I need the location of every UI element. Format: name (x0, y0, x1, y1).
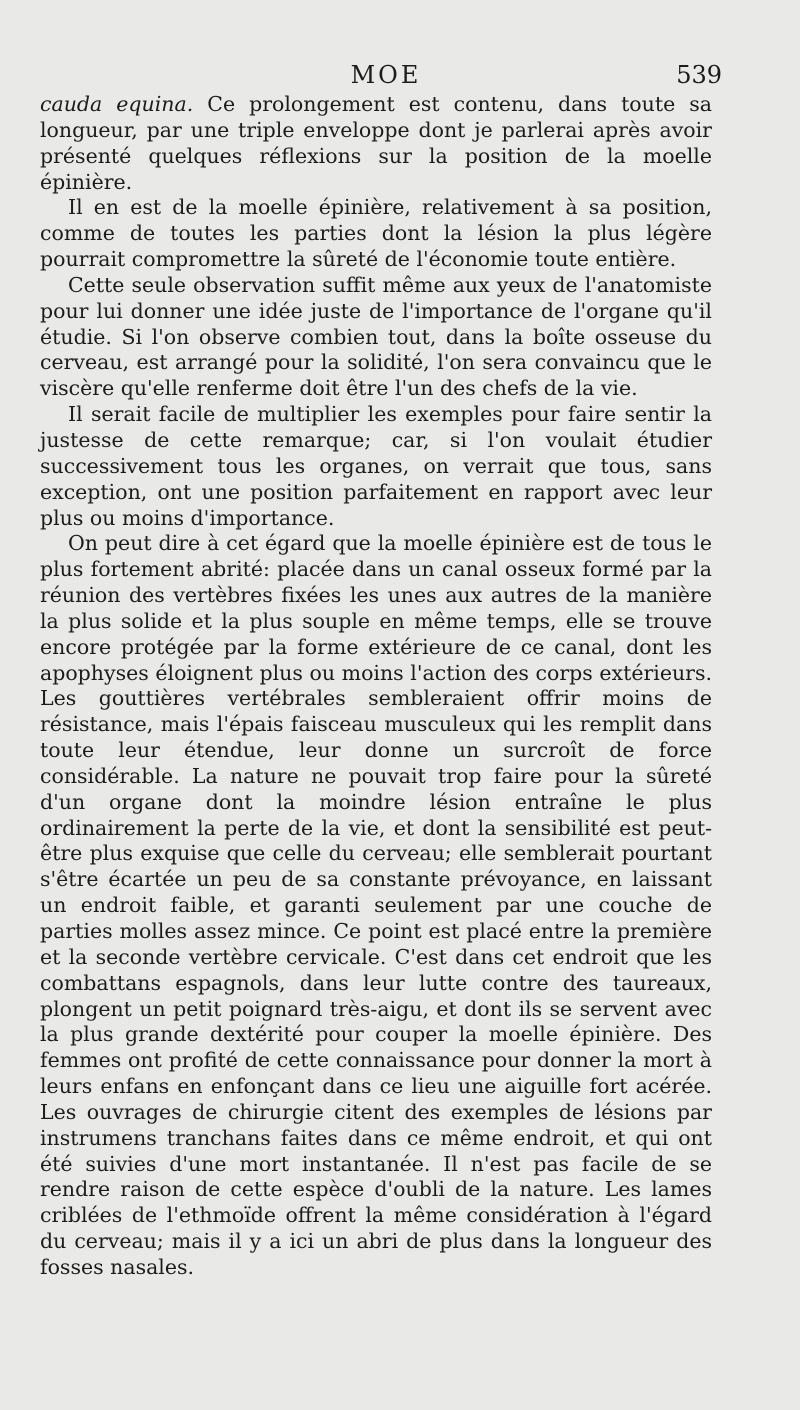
paragraph-3: Cette seule observation suffit même aux yeux de l'anatomiste pour lui donner une idée juste de l'importance de l'organe qu'il étudie. Si l'on observe combien tout, dans la boîte osseuse du cerveau, est arrangé pour la solidité, l'on sera convaincu que le viscère qu'elle renferme doit être l'un des chefs de la vie. (40, 272, 712, 401)
paragraph-5: On peut dire à cet égard que la moelle épinière est de tous le plus fortement abrité: placée dans un canal osseux formé par la réunion des vertèbres fixées les unes aux autres de la manière la plus solide et la plus souple en même temps, elle se trouve encore protégée par la forme extérieure de ce canal, dont les apophyses éloignent plus ou moins l'action des corps extérieurs. Les gouttières vertébrales sembleraient offrir moins de résistance, mais l'épais faisceau musculeux qui les remplit dans toute leur étendue, leur donne un surcroît de force considérable. La nature ne pouvait trop faire pour la sûreté d'un organe dont la moindre lésion entraîne le plus ordinairement la perte de la vie, et dont la sensibilité est peut-être plus exquise que celle du cerveau; elle semblerait pourtant s'être écartée un peu de sa constante prévoyance, en laissant un endroit faible, et garanti seulement par une couche de parties molles assez mince. Ce point est placé entre la première et la seconde vertèbre cervicale. C'est dans cet endroit que les combattans espagnols, dans leur lutte contre des taureaux, plongent un petit poignard très-aigu, et dont ils se servent avec la plus grande dextérité pour couper la moelle épinière. Des femmes ont profité de cette connaissance pour donner la mort à leurs enfans en enfonçant dans ce lieu une aiguille fort acérée. Les ouvrages de chirurgie citent des exemples de lésions par instrumens tranchans faites dans ce même endroit, et qui ont été suivies d'une mort instantanée. Il n'est pas facile de se rendre raison de cette espèce d'oubli de la nature. Les lames criblées de l'ethmoïde offrent la même considération à l'égard du cerveau; mais il y a ici un abri de plus dans la longueur des fosses nasales. (40, 531, 712, 1279)
running-head (40, 58, 722, 92)
paragraph-2: Il en est de la moelle épinière, relativement à sa position, comme de toutes les parties dont la lésion la plus légère pourrait compromettre la sûreté de l'économie toute entière. (40, 195, 712, 272)
running-head-title: MOE (350, 61, 422, 89)
paragraph-1 (40, 92, 712, 195)
paragraph-4: Il serait facile de multiplier les exemples pour faire sentir la justesse de cette remarque; car, si l'on voulait étudier successivement tous les organes, on verrait que tous, sans exception, ont une position parfaitement en rapport avec leur plus ou moins d'importance. (40, 402, 712, 530)
italic-term: cauda equina. (40, 92, 194, 116)
body-text (40, 92, 712, 1281)
paragraph-1-text: Ce prolongement est contenu, dans toute sa longueur, par une triple enveloppe dont je parlerai après avoir présenté quelques réflexions sur la position de la moelle épinière. (40, 92, 712, 194)
page-number: 539 (676, 61, 722, 89)
